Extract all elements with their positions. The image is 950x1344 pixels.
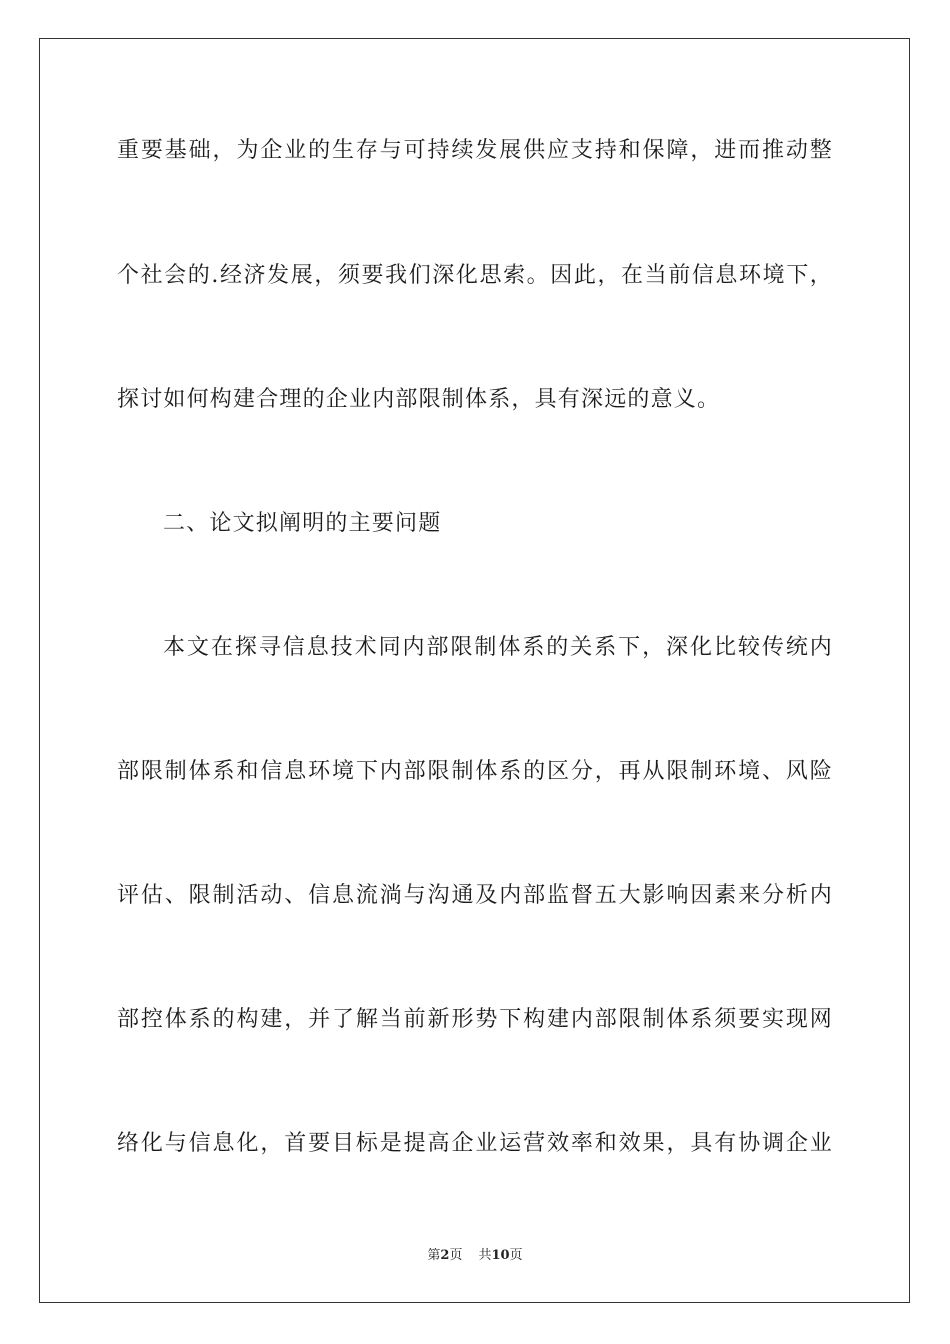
footer-page-suffix: 页 bbox=[449, 1248, 463, 1263]
footer-total-pages: 10 bbox=[491, 1248, 510, 1263]
page-footer bbox=[0, 1247, 950, 1265]
body-text-line-7: 部控体系的构建，并了解当前新形势下构建内部限制体系须要实现网 bbox=[117, 1007, 833, 1032]
body-text-line-4: 本文在探寻信息技术同内部限制体系的关系下，深化比较传统内 bbox=[163, 635, 833, 660]
body-text-line-2: 个社会的.经济发展，须要我们深化思索。因此，在当前信息环境下， bbox=[117, 263, 833, 288]
body-text-line-1: 重要基础，为企业的生存与可持续发展供应支持和保障，进而推动整 bbox=[117, 138, 833, 163]
footer-page-prefix: 第 bbox=[427, 1248, 441, 1263]
body-text-line-3: 探讨如何构建合理的企业内部限制体系，具有深远的意义。 bbox=[117, 387, 721, 412]
footer-page-number: 2 bbox=[440, 1248, 450, 1263]
footer-total-prefix: 共 bbox=[478, 1248, 492, 1263]
body-text-line-5: 部限制体系和信息环境下内部限制体系的区分，再从限制环境、风险 bbox=[117, 759, 833, 784]
page-border bbox=[39, 38, 910, 1303]
body-text-line-6: 评估、限制活动、信息流淌与沟通及内部监督五大影响因素来分析内 bbox=[117, 883, 833, 908]
body-text-line-8: 络化与信息化，首要目标是提高企业运营效率和效果，具有协调企业 bbox=[117, 1131, 833, 1156]
footer-total-suffix: 页 bbox=[509, 1248, 523, 1263]
section-heading: 二、论文拟阐明的主要问题 bbox=[163, 511, 442, 536]
